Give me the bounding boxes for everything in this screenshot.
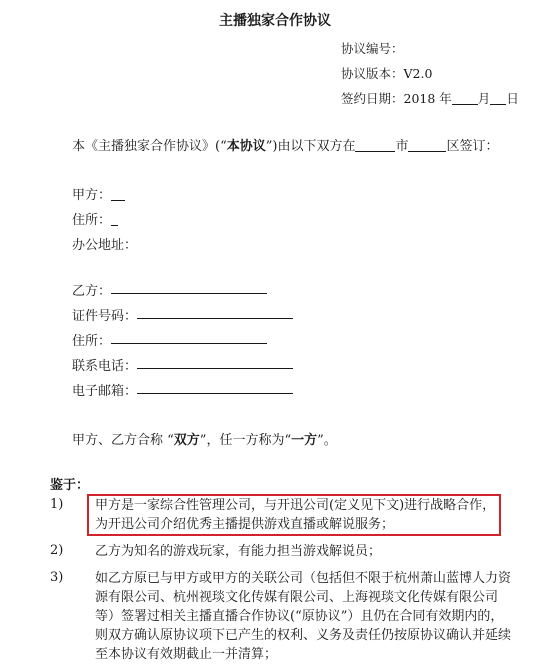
party-a-address-blank	[111, 212, 118, 226]
party-a-address	[72, 209, 118, 228]
joint-text-1: 甲方、乙方合称 “	[72, 433, 174, 448]
party-b-address-line	[111, 343, 267, 344]
whereas-item-1-num: 1)	[50, 497, 64, 512]
party-b-phone-label: 联系电话：	[72, 359, 138, 374]
party-b-name-label: 乙方：	[72, 284, 112, 299]
party-b-id-label: 证件号码：	[72, 309, 138, 324]
district-blank	[408, 138, 446, 152]
party-b-phone-line	[137, 368, 293, 369]
city-blank	[355, 138, 395, 152]
whereas-heading: 鉴于：	[50, 478, 90, 493]
party-b-name-line	[111, 293, 267, 294]
party-a-name-blank	[111, 187, 125, 201]
party-b-address-label: 住所：	[72, 334, 112, 349]
party-a-office-label: 办公地址：	[72, 238, 138, 253]
month-blank	[452, 91, 478, 105]
agreement-number-label: 协议编号：	[341, 41, 404, 56]
signing-date-prefix: 签约日期：2018 年	[341, 91, 452, 106]
intro-paragraph	[72, 135, 498, 154]
party-b-email-label: 电子邮箱：	[72, 384, 138, 399]
joint-definition	[72, 429, 337, 448]
party-a-address-label: 住所：	[72, 213, 112, 228]
day-blank	[490, 91, 506, 105]
whereas-item-2-num: 2)	[50, 543, 64, 558]
joint-text-3: ”。	[317, 433, 337, 448]
intro-text-1: 本《主播独家合作协议》(“	[72, 139, 227, 154]
party-a-name-label: 甲方：	[72, 188, 112, 203]
whereas-item-2-text: 乙方为知名的游戏玩家，有能力担当游戏解说员；	[95, 544, 382, 559]
agreement-version: 协议版本：V2.0	[341, 66, 433, 81]
party-b-email-line	[137, 393, 293, 394]
signing-date	[341, 89, 519, 107]
day-label: 日	[506, 91, 519, 106]
whereas-item-3-num: 3)	[50, 570, 64, 585]
joint-bold-both: 双方	[173, 433, 200, 448]
party-a-name	[72, 184, 125, 203]
joint-bold-one: 一方	[291, 433, 318, 448]
intro-district: 区签订：	[446, 139, 499, 154]
whereas-item-3-text: 如乙方原已与甲方或甲方的关联公司（包括但不限于杭州萧山蓝博人力资源有限公司、杭州视琰文化传媒有限公司、上海视琰文化传媒有限公司等）签署过相关主播直播合作协议(“原协议”）且仍在合同有效期内的，则双方确认原协议项下已产生的权利、义务及责任仍按原协议确认并延续至本协议有效期截止一并清算；	[95, 571, 512, 662]
document-title: 主播独家合作协议	[219, 13, 331, 29]
party-b-id-line	[137, 318, 293, 319]
intro-bold-term: 本协议	[226, 139, 266, 154]
intro-city: 市	[395, 139, 409, 154]
intro-text-2: ”)由以下双方在	[265, 139, 356, 154]
joint-text-2: ”，任一方称为“	[199, 433, 292, 448]
month-label: 月	[477, 91, 491, 106]
whereas-item-1-text: 甲方是一家综合性管理公司，与开迅公司(定义见下文)进行战略合作，为开迅公司介绍优秀主播提供游戏直播或解说服务；	[95, 498, 496, 532]
